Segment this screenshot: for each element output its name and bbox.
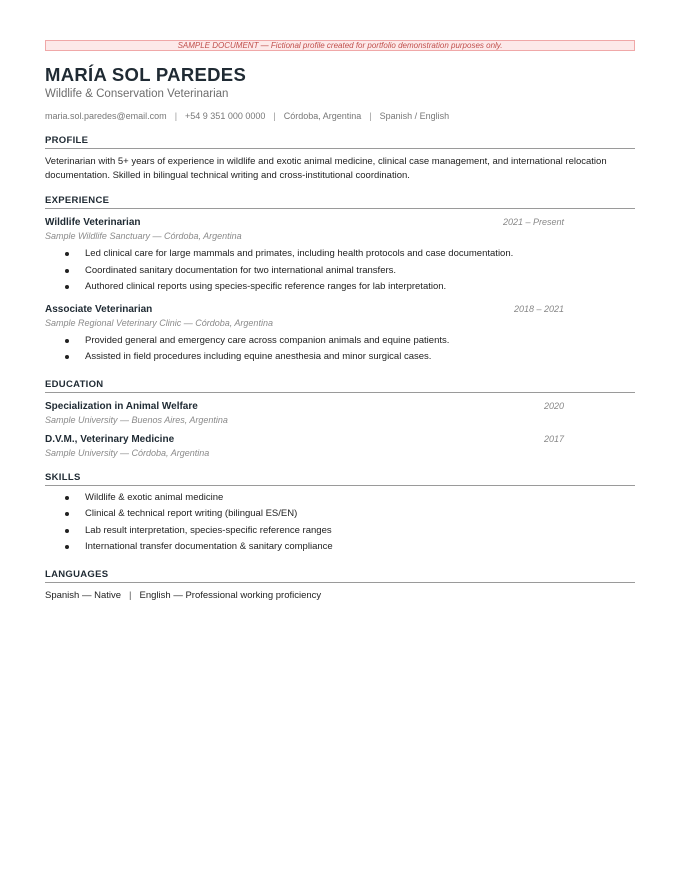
section-title-profile: PROFILE	[45, 135, 635, 149]
list-item	[45, 349, 635, 366]
contact-location: Córdoba, Argentina	[283, 111, 362, 121]
bullet-icon	[65, 252, 69, 256]
skill-text: Clinical & technical report writing (bilingual ES/EN)	[85, 508, 298, 519]
contact-separator: |	[174, 111, 178, 121]
resume-header	[45, 64, 635, 122]
job-dates: 2018 – 2021	[513, 303, 564, 314]
entry-header	[45, 433, 635, 446]
experience-entry	[45, 216, 635, 296]
list-item	[45, 506, 635, 523]
experience-entry	[45, 303, 635, 366]
section-title-languages: LANGUAGES	[45, 569, 635, 583]
contact-languages: Spanish / English	[379, 111, 450, 121]
skill-text: International transfer documentation & sanitary compliance	[85, 541, 333, 552]
experience-section	[45, 195, 635, 366]
entry-header	[45, 400, 635, 413]
bullet-icon	[65, 285, 69, 289]
bullet-text: Coordinated sanitary documentation for two international animal transfers.	[85, 264, 397, 276]
list-item	[45, 333, 635, 350]
job-organization: Sample Regional Veterinary Clinic — Córdoba, Argentina	[45, 317, 273, 328]
contact-line	[45, 110, 635, 122]
bullet-icon	[65, 545, 69, 549]
skills-list	[45, 490, 635, 556]
contact-separator: |	[369, 111, 372, 121]
profile-summary: Veterinarian with 5+ years of experience in wildlife and exotic animal medicine, clinical case management, and international relocation documentation. Skilled in bilingual technical writing and cross-institutional coordination.	[45, 156, 607, 181]
degree-title: D.V.M., Veterinary Medicine	[45, 433, 175, 445]
contact-separator: |	[273, 111, 276, 121]
language-item: Spanish — Native	[45, 589, 122, 601]
contact-email[interactable]: maria.sol.paredes@email.com	[45, 111, 167, 121]
bullet-icon	[65, 512, 69, 516]
education-entry	[45, 400, 635, 426]
degree-school: Sample University — Buenos Aires, Argentina	[45, 414, 228, 425]
list-item	[45, 246, 635, 263]
language-item: English — Professional working proficiency	[139, 589, 322, 601]
section-title-experience: EXPERIENCE	[45, 195, 635, 209]
candidate-name: MARÍA SOL PAREDES	[45, 64, 247, 85]
bullet-text: Led clinical care for large mammals and primates, including health protocols and case documentation.	[85, 248, 514, 259]
language-separator: |	[129, 589, 132, 601]
job-bullets	[45, 246, 635, 296]
contact-phone: +54 9 351 000 0000	[185, 111, 266, 121]
job-dates: 2021 – Present	[502, 217, 564, 227]
section-title-skills: SKILLS	[45, 472, 635, 486]
degree-title: Specialization in Animal Welfare	[45, 400, 198, 412]
list-item	[45, 279, 635, 296]
list-item	[45, 263, 635, 280]
job-title: Associate Veterinarian	[45, 303, 153, 315]
list-item	[45, 523, 635, 540]
bullet-icon	[65, 269, 69, 273]
resume-content	[45, 64, 635, 602]
section-title-education: EDUCATION	[45, 379, 635, 393]
education-section	[45, 379, 635, 459]
candidate-subtitle: Wildlife & Conservation Veterinarian	[45, 88, 229, 100]
bullet-icon	[65, 355, 69, 359]
job-bullets	[45, 333, 635, 366]
bullet-text: Assisted in field procedures including equine anesthesia and minor surgical cases.	[85, 351, 432, 362]
degree-year: 2017	[543, 433, 564, 444]
sample-document-banner: SAMPLE DOCUMENT — Fictional profile created for portfolio demonstration purposes only.	[45, 40, 635, 51]
bullet-icon	[65, 339, 69, 343]
job-organization: Sample Wildlife Sanctuary — Córdoba, Argentina	[45, 231, 242, 241]
bullet-text: Provided general and emergency care across companion animals and equine patients.	[85, 334, 450, 346]
entry-header	[45, 303, 635, 316]
skill-text: Lab result interpretation, species-specific reference ranges	[85, 524, 332, 536]
degree-year: 2020	[543, 400, 564, 411]
education-entry	[45, 433, 635, 459]
languages-section	[45, 569, 635, 602]
profile-section	[45, 135, 635, 182]
degree-school: Sample University — Córdoba, Argentina	[45, 447, 210, 458]
bullet-icon	[65, 496, 69, 500]
list-item	[45, 539, 635, 556]
list-item	[45, 490, 635, 507]
bullet-text: Authored clinical reports using species-specific reference ranges for lab interpretation.	[85, 281, 447, 292]
skills-section	[45, 472, 635, 556]
job-title: Wildlife Veterinarian	[45, 217, 141, 228]
bullet-icon	[65, 529, 69, 533]
skill-text: Wildlife & exotic animal medicine	[85, 491, 224, 503]
languages-line	[45, 589, 635, 602]
entry-header	[45, 216, 635, 229]
